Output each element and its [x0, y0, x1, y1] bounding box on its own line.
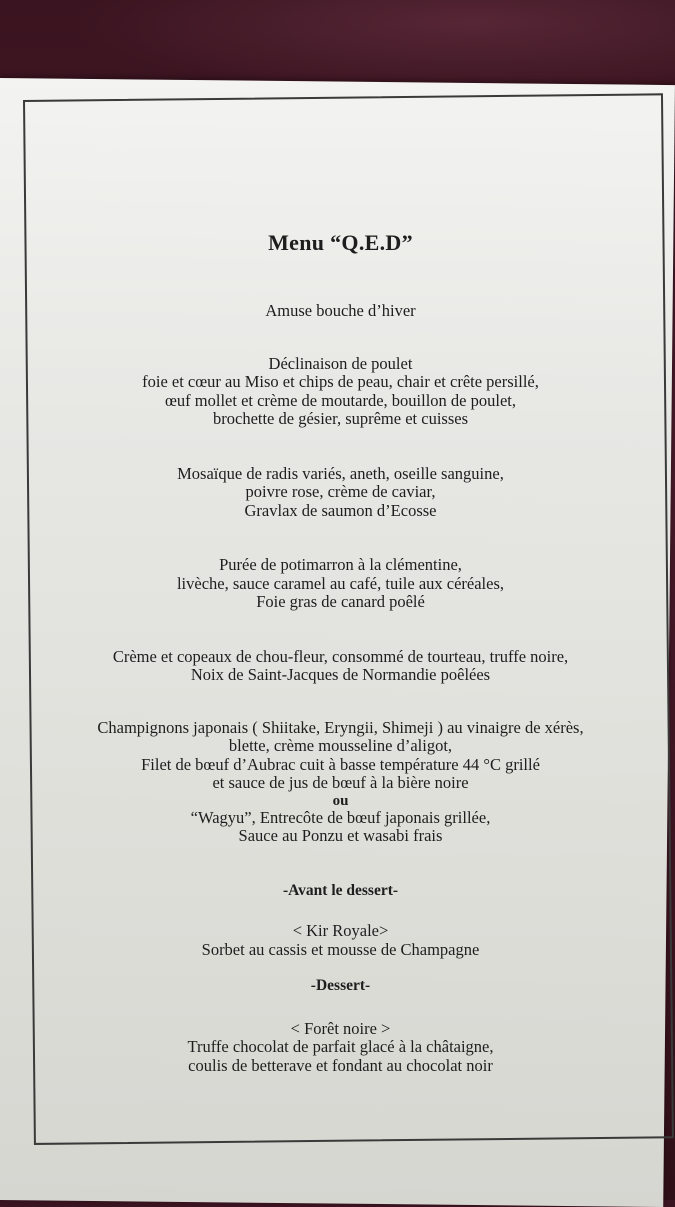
- course-line: Sauce au Ponzu et wasabi frais: [238, 826, 443, 845]
- course-line: Filet de bœuf d’Aubrac cuit à basse température 44 °C grillé: [141, 754, 540, 774]
- section-dessert: [28, 977, 653, 1075]
- course-line: Mosaïque de radis variés, aneth, oseille sanguine,: [177, 463, 504, 483]
- course-line: Purée de potimarron à la clémentine,: [219, 555, 462, 574]
- dish-name: < Forêt noire >: [290, 1018, 391, 1038]
- course-line: foie et cœur au Miso et chips de peau, chair et crête persillé,: [142, 372, 539, 391]
- course-line: livèche, sauce caramel au café, tuile aux céréales,: [176, 573, 505, 593]
- course-line: Gravlax de saumon d’Ecosse: [244, 500, 437, 520]
- course-line: Noix de Saint-Jacques de Normandie poêlées: [190, 665, 491, 684]
- section-heading: -Avant le dessert-: [282, 881, 399, 899]
- course-line: et sauce de jus de bœuf à la bière noire: [212, 773, 469, 792]
- course-line: Amuse bouche d’hiver: [265, 301, 416, 320]
- course-line: Foie gras de canard poêlé: [256, 592, 425, 611]
- section-heading: -Dessert-: [310, 977, 371, 994]
- dish-description: Sorbet au cassis et mousse de Champagne: [201, 939, 480, 959]
- course-chou-fleur: [28, 648, 653, 685]
- course-line: “Wagyu”, Entrecôte de bœuf japonais grillée,: [190, 807, 491, 827]
- menu-content: [28, 230, 653, 1075]
- course-amuse-bouche: [28, 302, 653, 321]
- course-line: Truffe chocolat de parfait glacé à la châtaigne,: [187, 1037, 494, 1056]
- course-line: coulis de betterave et fondant au chocolat noir: [188, 1055, 493, 1075]
- course-boeuf: [28, 719, 653, 846]
- or-separator: ou: [332, 792, 349, 809]
- course-line: poivre rose, crème de caviar,: [245, 482, 436, 501]
- course-potimarron: [28, 556, 653, 612]
- course-line: Crème et copeaux de chou-fleur, consommé de tourteau, truffe noire,: [112, 646, 569, 666]
- section-avant-dessert: [28, 882, 653, 960]
- course-radis: [28, 465, 653, 521]
- course-line: Déclinaison de poulet: [268, 353, 413, 373]
- course-line: brochette de gésier, suprême et cuisses: [213, 409, 468, 428]
- menu-title: Menu “Q.E.D”: [268, 230, 413, 255]
- dish-name: < Kir Royale>: [292, 921, 389, 940]
- course-line: œuf mollet et crème de moutarde, bouillon de poulet,: [165, 390, 516, 410]
- course-line: Champignons japonais ( Shiitake, Eryngii, Shimeji ) au vinaigre de xérès,: [97, 717, 584, 737]
- course-line: blette, crème mousseline d’aligot,: [228, 736, 453, 755]
- course-poulet: [28, 355, 653, 429]
